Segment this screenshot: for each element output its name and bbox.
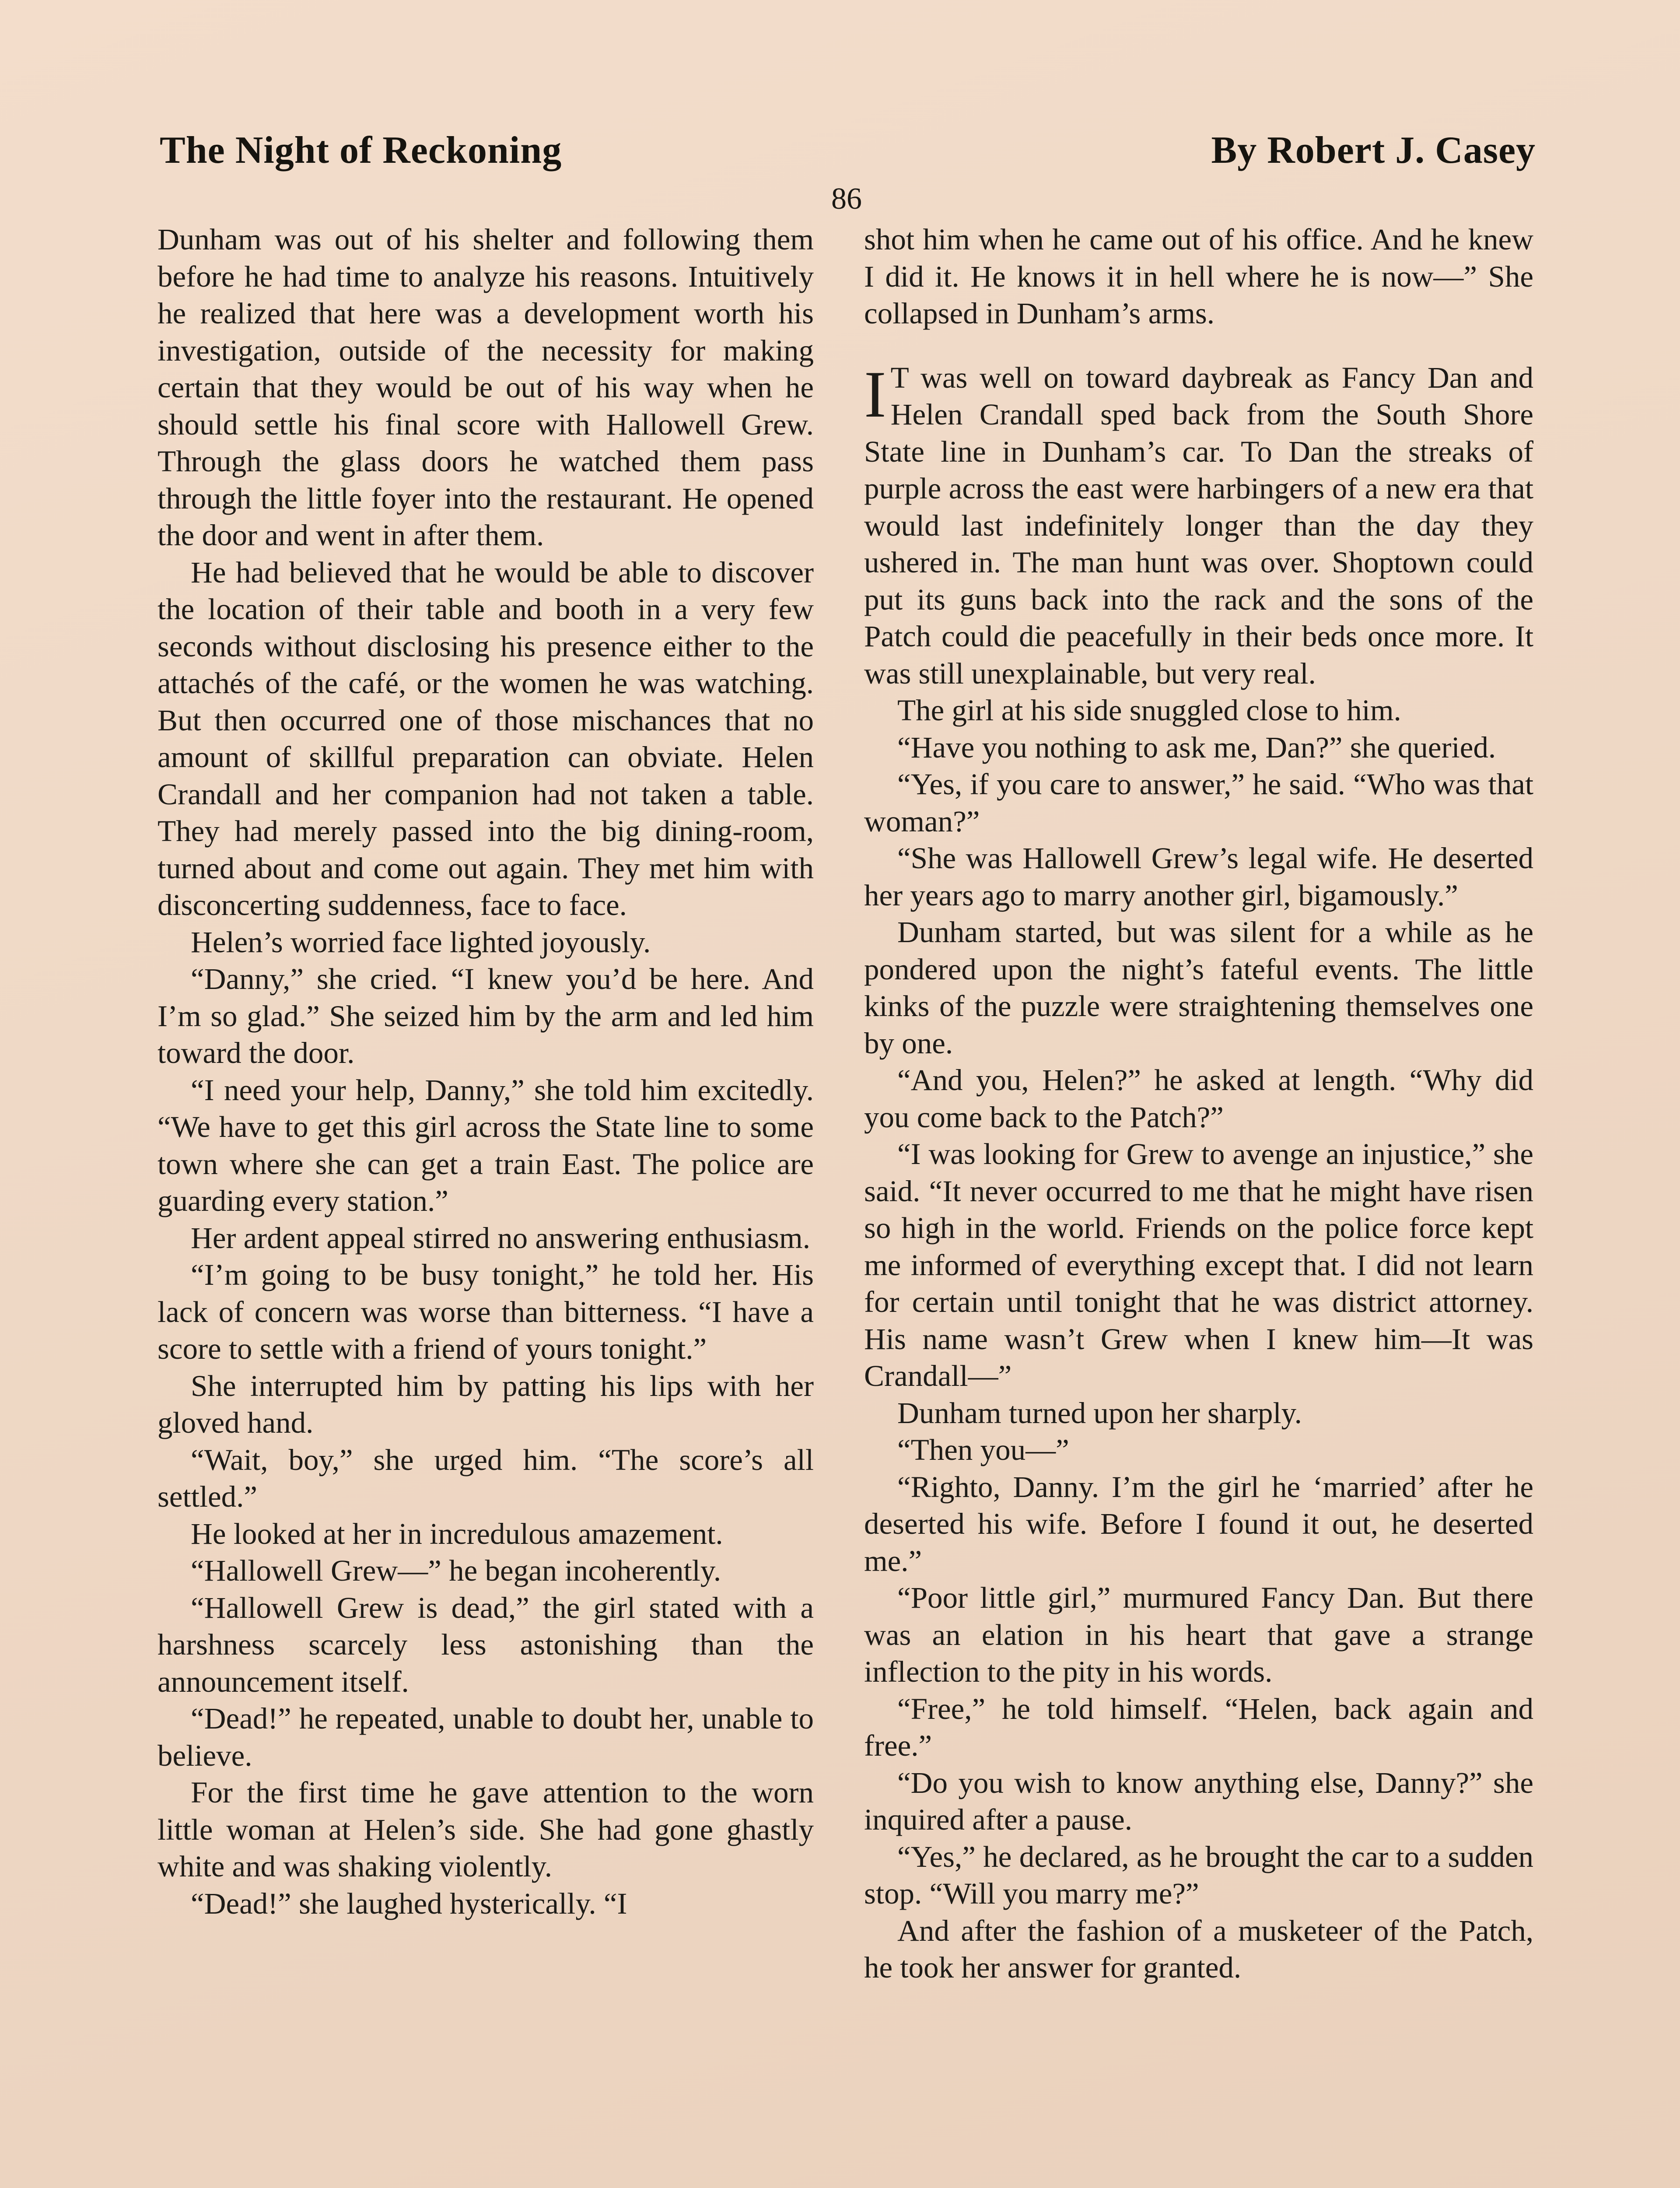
paragraph: “I’m going to be busy tonight,” he told her. His lack of concern was worse than bitterness. “I have a score to settle with a friend of yours tonight.”: [158, 1258, 814, 1365]
paragraph: Dunham was out of his shelter and following them before he had time to analyze his reasons. Intuitively he realized that here was a development worth his investigation, outside of the necessity for making certain that they would be out of his way when he should settle his final score with Hallowell Grew. Through the glass doors he watched them pass through the little foyer into the restaurant. He opened the door and went in after them.: [158, 223, 814, 552]
paragraph: “She was Hallowell Grew’s legal wife. He deserted her years ago to marry another girl, bigamously.”: [864, 842, 1533, 912]
paragraph: “Do you wish to know anything else, Danny?” she inquired after a pause.: [864, 1766, 1533, 1836]
paragraph: “Have you nothing to ask me, Dan?” she queried.: [897, 730, 1496, 764]
section-opening-paragraph: [864, 359, 1533, 692]
paragraph: “Hallowell Grew is dead,” the girl stated with a harshness scarcely less astonishing than the announcement itself.: [158, 1591, 814, 1698]
paragraph: Dunham turned upon her sharply.: [897, 1396, 1302, 1430]
drop-cap: I: [864, 357, 886, 431]
paragraph: “Yes,” he declared, as he brought the car to a sudden stop. “Will you marry me?”: [864, 1840, 1533, 1910]
paragraph: “Free,” he told himself. “Helen, back again and free.”: [864, 1692, 1533, 1762]
paragraph: “Danny,” she cried. “I knew you’d be here. And I’m so glad.” She seized him by the arm and led him toward the door.: [158, 962, 814, 1069]
right-column: [864, 221, 1533, 1986]
page-number: 86: [831, 182, 862, 216]
paragraph: “I need your help, Danny,” she told him excitedly. “We have to get this girl across the State line to some town where she can get a train East. The police are guarding every station.”: [158, 1073, 814, 1217]
story-author: By Robert J. Casey: [1211, 129, 1536, 172]
left-column: [158, 221, 814, 1922]
paragraph: He had believed that he would be able to discover the location of their table and booth in a very few seconds without disclosing his presence either to the attachés of the café, or the women he was watching. But then occurred one of those mischances that no amount of skillful preparation can obviate. Helen Crandall and her companion had not taken a table. They had merely passed into the big dining-room, turned about and come out again. They met him with disconcerting suddenness, face to face.: [158, 555, 814, 922]
paragraph: “I was looking for Grew to avenge an injustice,” she said. “It never occurred to me that he might have risen so high in the world. Friends on the police force kept me informed of everything except that. I did not learn for certain until tonight that he was district attorney. His name wasn’t Grew when I knew him—It was Crandall—”: [864, 1137, 1533, 1392]
paragraph: And after the fashion of a musketeer of the Patch, he took her answer for granted.: [864, 1914, 1533, 1984]
paragraph: “Hallowell Grew—” he began incoherently.: [191, 1554, 721, 1587]
paragraph: The girl at his side snuggled close to him.: [897, 694, 1401, 727]
paragraph: Her ardent appeal stirred no answering enthusiasm.: [191, 1221, 810, 1255]
paragraph: He looked at her in incredulous amazement.: [191, 1517, 723, 1550]
paragraph-continuation: shot him when he came out of his office. And he knew I did it. He knows it in hell where he is now—” She collapsed in Dunham’s arms.: [864, 223, 1533, 330]
section-opening-text: T was well on toward daybreak as Fancy Dan and Helen Crandall sped back from the South Shore State line in Dunham’s car. To Dan the streaks of purple across the east were harbingers of a new era that would last indefinitely longer than the day they ushered in. The man hunt was over. Shoptown could put its guns back into the rack and the sons of the Patch could die peacefully in their beds once more. It was still unexplainable, but very real.: [864, 361, 1533, 690]
paragraph: She interrupted him by patting his lips with her gloved hand.: [158, 1369, 814, 1439]
paragraph: “Dead!” he repeated, unable to doubt her, unable to believe.: [158, 1702, 814, 1772]
paragraph: “And you, Helen?” he asked at length. “Why did you come back to the Patch?”: [864, 1063, 1533, 1134]
paragraph: Dunham started, but was silent for a while as he pondered upon the night’s fateful events. The little kinks of the puzzle were straightening themselves one by one.: [864, 915, 1533, 1060]
paragraph: “Wait, boy,” she urged him. “The score’s all settled.”: [158, 1443, 814, 1513]
paragraph: “Dead!” she laughed hysterically. “I: [191, 1886, 627, 1920]
paragraph: “Righto, Danny. I’m the girl he ‘married’ after he deserted his wife. Before I found it out, he deserted me.”: [864, 1470, 1533, 1578]
paragraph: “Then you—”: [897, 1433, 1069, 1466]
paragraph: “Poor little girl,” murmured Fancy Dan. But there was an elation in his heart that gave a strange inflection to the pity in his words.: [864, 1581, 1533, 1688]
paragraph: For the first time he gave attention to the worn little woman at Helen’s side. She had gone ghastly white and was shaking violently.: [158, 1776, 814, 1883]
paragraph: “Yes, if you care to answer,” he said. “Who was that woman?”: [864, 768, 1533, 838]
paragraph: Helen’s worried face lighted joyously.: [191, 925, 651, 959]
story-title: The Night of Reckoning: [160, 129, 562, 172]
